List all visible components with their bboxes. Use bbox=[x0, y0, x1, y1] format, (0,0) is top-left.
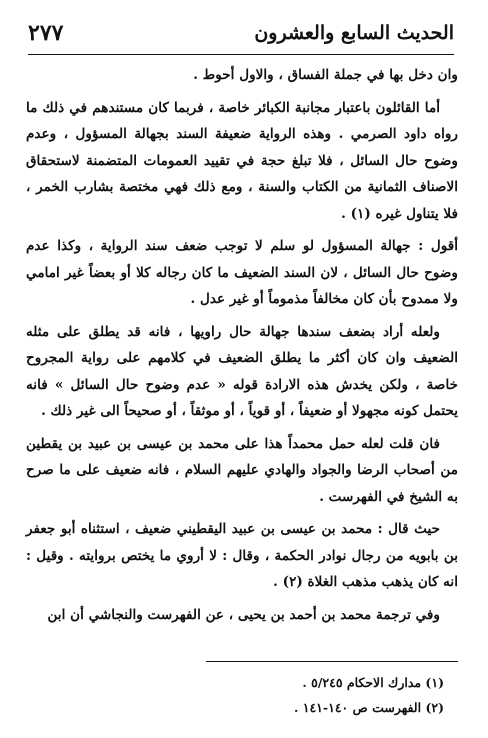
paragraph: وان دخل بها في جملة الفساق ، والاول أحوط . bbox=[193, 67, 458, 83]
paragraph: حيث قال : محمد بن عيسى بن عبيد اليقطيني ضعيف ، استثناه أبو جعفر بن بابويه من رجال نوادر الحكمة ، وقال : لا أروي ما يختص بروايته . وقيل : انه كان يذهب مذهب الغلاة (٢) . bbox=[26, 521, 458, 590]
paragraph: ولعله أراد بضعف سندها جهالة حال راويها ، فانه قد يطلق على مثله الضعيف وان كان أكثر ما يطلق الضعيف في كلامهم على رواية المجروح خاصة ، ولكن يخدش هذه الارادة قوله « عدم وضوح حال السائل » فانه يحتمل كونه مجهولا أو ضعيفاً ، أو قوياً ، أو موثقاً ، أو صحيحاً الى غير ذلك . bbox=[26, 323, 458, 419]
running-title: الحديث السابع والعشرون bbox=[254, 22, 454, 44]
footnotes bbox=[30, 670, 444, 720]
footnote: (٢) الفهرست ص ١٤٠-١٤١ . bbox=[294, 700, 444, 715]
paragraph: أقول : جهالة المسؤول لو سلم لا توجب ضعف سند الرواية ، وكذا عدم وضوح حال السائل ، لان السند الضعيف ما كان رجاله كلا أو بعضاً غير امامي ولا ممدوح بأن كان مخالفاً مذموماً أو غير عدل . bbox=[26, 238, 458, 307]
footnote-rule bbox=[206, 661, 458, 662]
paragraph: فان قلت لعله حمل محمداً هذا على محمد بن عيسى بن عبيد بن يقطين من أصحاب الرضا والجواد والهادي عليهم السلام ، فانه ضعيف على ما صرح به الشيخ في الفهرست . bbox=[26, 435, 458, 505]
body-text bbox=[26, 62, 458, 628]
paragraph: وفي ترجمة محمد بن أحمد بن يحيى ، عن الفهرست والنجاشي أن ابن bbox=[47, 606, 440, 623]
header-rule bbox=[28, 54, 454, 55]
page-number: ٢٧٧ bbox=[28, 20, 64, 46]
footnote: (١) مدارك الاحكام ٥/٢٤٥ . bbox=[302, 675, 444, 690]
paragraph: أما القائلون باعتبار مجانبة الكبائر خاصة ، فربما كان مستندهم في ذلك ما رواه داود الصرمي . وهذه الرواية ضعيفة السند بجهالة المسؤول ، وعدم وضوح حال السائل ، فلا تبلغ حجة في تقييد العمومات المتضمنة لاستحقاق الاصناف الثمانية من الكتاب والسنة ، ومع ذلك فهي مختصة بشارب الخمر ، فلا يتناول غيره (١) . bbox=[26, 99, 458, 222]
page-header bbox=[28, 16, 454, 50]
